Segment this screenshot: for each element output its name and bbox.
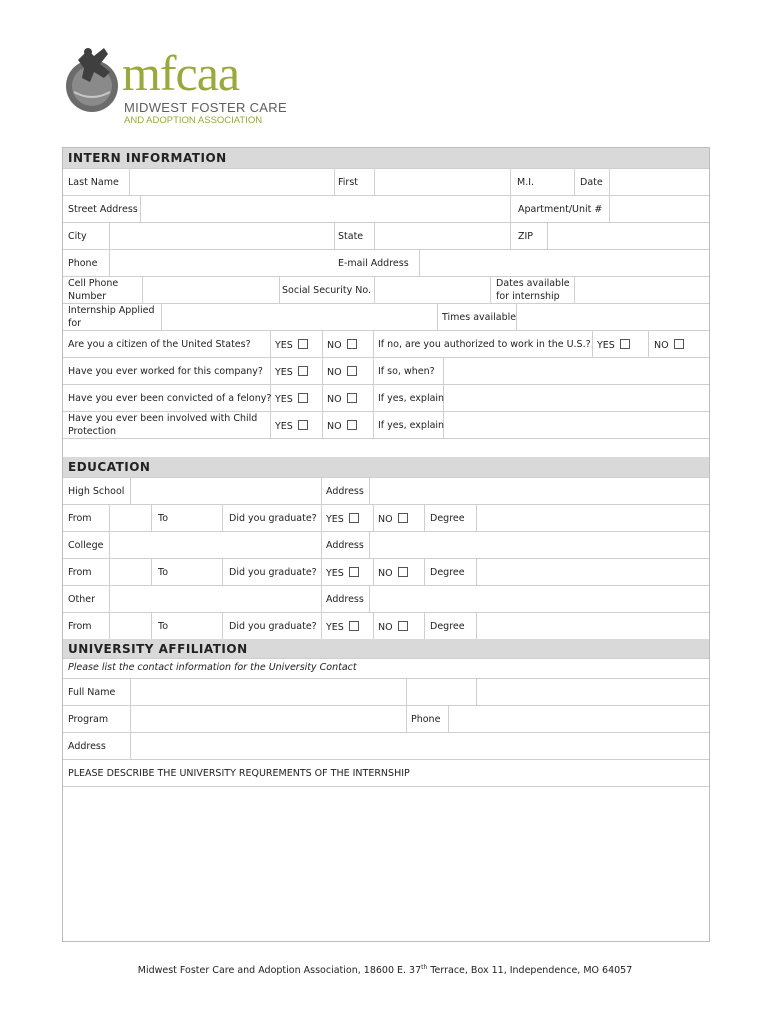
label-university-address: Address (68, 741, 106, 752)
checkbox-icon[interactable] (298, 339, 308, 349)
college-graduate-no[interactable]: NO (378, 567, 408, 580)
label-other-graduate: Did you graduate? (229, 621, 317, 632)
label-other-to: To (158, 621, 169, 632)
checkbox-icon[interactable] (298, 366, 308, 376)
label-hs-address: Address (326, 486, 364, 497)
label-ssn: Social Security No. (282, 285, 371, 296)
question-felony: Have you ever been convicted of a felony? (68, 393, 272, 404)
label-college: College (68, 540, 104, 551)
label-college-to: To (158, 567, 169, 578)
label-last-name: Last Name (68, 177, 119, 188)
checkbox-icon[interactable] (349, 621, 359, 631)
label-hs-to: To (158, 513, 169, 524)
worked-yes-option[interactable]: YES (275, 366, 308, 379)
felony-yes-option[interactable]: YES (275, 393, 308, 406)
label-college-from: From (68, 567, 92, 578)
worked-no-option[interactable]: NO (327, 366, 357, 379)
checkbox-icon[interactable] (398, 513, 408, 523)
checkbox-icon[interactable] (347, 366, 357, 376)
footer-address: Midwest Foster Care and Adoption Association, 18600 E. 37th Terrace, Box 11, Independence, MO 64057 (137, 964, 633, 977)
label-dates-available: Dates available for internship (496, 278, 570, 302)
child-yes-option[interactable]: YES (275, 420, 308, 433)
authorized-no-option[interactable]: NO (654, 339, 684, 352)
label-email: E-mail Address (338, 258, 409, 269)
intern-application-form (62, 147, 710, 942)
checkbox-icon[interactable] (347, 420, 357, 430)
label-other-address: Address (326, 594, 364, 605)
label-hs-degree: Degree (430, 513, 465, 524)
citizen-yes-option[interactable]: YES (275, 339, 308, 352)
checkbox-icon[interactable] (620, 339, 630, 349)
checkbox-icon[interactable] (398, 567, 408, 577)
question-worked: Have you ever worked for this company? (68, 366, 263, 377)
other-graduate-no[interactable]: NO (378, 621, 408, 634)
label-other-from: From (68, 621, 92, 632)
label-cell-phone: Cell Phone Number (68, 278, 119, 302)
checkbox-icon[interactable] (298, 393, 308, 403)
logo-emblem-icon (64, 42, 126, 114)
label-internship-applied: Internship Applied for (68, 305, 155, 329)
label-child-explain: If yes, explain (378, 420, 445, 431)
label-phone: Phone (68, 258, 98, 269)
checkbox-icon[interactable] (674, 339, 684, 349)
section-header-university: UNIVERSITY AFFILIATION (63, 639, 709, 658)
label-university-phone: Phone (411, 714, 441, 725)
label-apartment-unit: Apartment/Unit # (518, 204, 603, 215)
label-date: Date (580, 177, 603, 188)
checkbox-icon[interactable] (347, 393, 357, 403)
label-other-degree: Degree (430, 621, 465, 632)
label-times-available: Times available (442, 312, 517, 323)
section-header-intern: INTERN INFORMATION (63, 148, 709, 168)
label-college-address: Address (326, 540, 364, 551)
section-header-education: EDUCATION (63, 457, 709, 477)
label-college-graduate: Did you graduate? (229, 567, 317, 578)
hs-graduate-no[interactable]: NO (378, 513, 408, 526)
other-graduate-yes[interactable]: YES (326, 621, 359, 634)
label-program: Program (68, 714, 109, 725)
college-graduate-yes[interactable]: YES (326, 567, 359, 580)
mfcaa-logo (64, 40, 294, 125)
checkbox-icon[interactable] (349, 567, 359, 577)
label-other: Other (68, 594, 95, 605)
label-college-degree: Degree (430, 567, 465, 578)
label-full-name: Full Name (68, 687, 116, 698)
label-felony-explain: If yes, explain (378, 393, 445, 404)
label-if-so-when: If so, when? (378, 366, 435, 377)
label-state: State (338, 231, 364, 242)
question-authorized: If no, are you authorized to work in the U.S.? (378, 339, 591, 350)
question-citizen: Are you a citizen of the United States? (68, 339, 251, 350)
hs-graduate-yes[interactable]: YES (326, 513, 359, 526)
label-hs-from: From (68, 513, 92, 524)
question-child-protection: Have you ever been involved with Child Protection (68, 413, 258, 437)
checkbox-icon[interactable] (398, 621, 408, 631)
label-hs-graduate: Did you graduate? (229, 513, 317, 524)
label-describe-requirements: PLEASE DESCRIBE THE UNIVERSITY REQUREMENTS OF THE INTERNSHIP (68, 768, 410, 779)
checkbox-icon[interactable] (298, 420, 308, 430)
child-no-option[interactable]: NO (327, 420, 357, 433)
checkbox-icon[interactable] (347, 339, 357, 349)
checkbox-icon[interactable] (349, 513, 359, 523)
label-street-address: Street Address (68, 204, 138, 215)
label-city: City (68, 231, 87, 242)
citizen-no-option[interactable]: NO (327, 339, 357, 352)
label-middle-initial: M.I. (517, 177, 535, 188)
university-instructions: Please list the contact information for the University Contact (68, 662, 357, 673)
authorized-yes-option[interactable]: YES (597, 339, 630, 352)
logo-line-2: AND ADOPTION ASSOCIATION (124, 115, 263, 126)
label-first-name: First (338, 177, 358, 188)
logo-wordmark: mfcaa (122, 45, 240, 101)
label-zip: ZIP (518, 231, 534, 242)
logo-line-1: MIDWEST FOSTER CARE (124, 100, 287, 115)
label-high-school: High School (68, 486, 125, 497)
felony-no-option[interactable]: NO (327, 393, 357, 406)
